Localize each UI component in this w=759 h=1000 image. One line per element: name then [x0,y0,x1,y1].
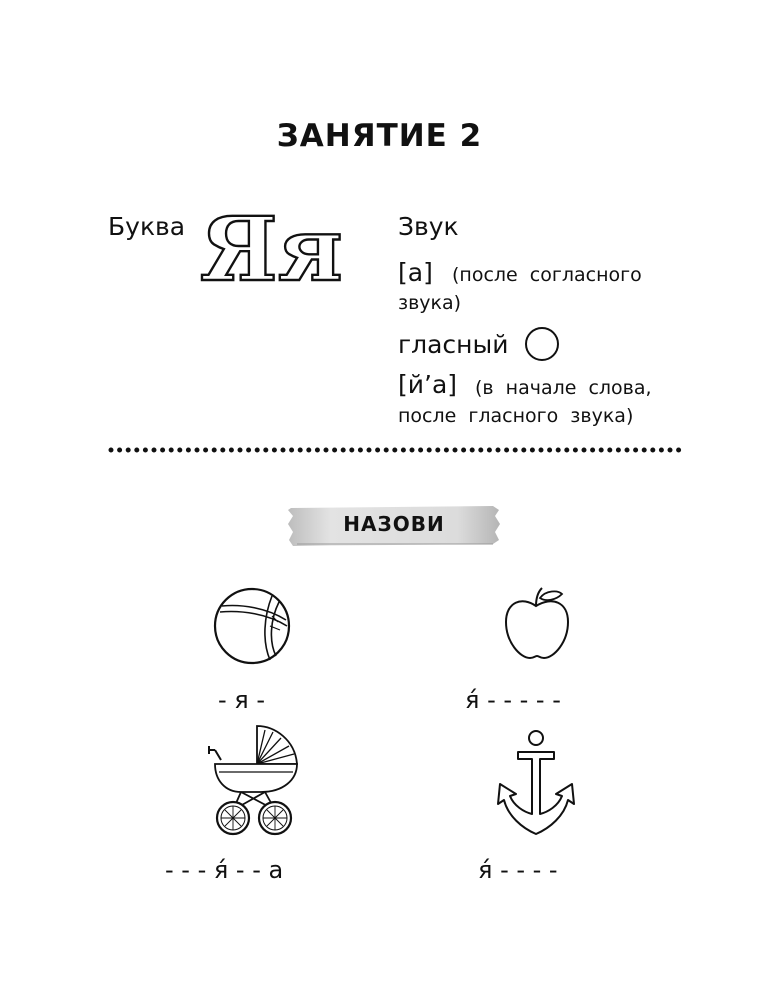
sound-symbol-ya: [й’а] [398,370,458,399]
vowel-circle-icon [525,327,559,361]
word-pattern-stroller: - - - я́ - - а [165,856,284,884]
sound-label: Звук [398,212,459,241]
ball-icon [212,586,292,666]
sound-note-a-line2: звука) [398,292,462,314]
word-pattern-apple: я́ - - - - - [465,686,561,714]
anchor-icon [488,728,584,840]
outlined-letter-ya [198,196,348,292]
apple-icon [502,586,572,662]
sound-note-ya-line1: (в начале слова, [475,377,652,399]
sound-symbol-a: [а] [398,258,433,287]
word-pattern-ball: - я - [218,686,266,714]
sound-note-ya-line2: после гласного звука) [398,405,634,427]
dotted-divider [108,446,688,454]
letter-label: Буква [108,212,186,241]
stroller-icon [205,720,303,838]
vowel-label: гласный [398,330,509,359]
sound-note-a-line1: (после согласного [452,264,642,286]
banner-title: НАЗОВИ [343,512,445,536]
uppercase-letter-ya: Яя [200,197,343,292]
word-pattern-anchor: я́ - - - - [478,856,558,884]
lesson-title: ЗАНЯТИЕ 2 [276,118,483,154]
